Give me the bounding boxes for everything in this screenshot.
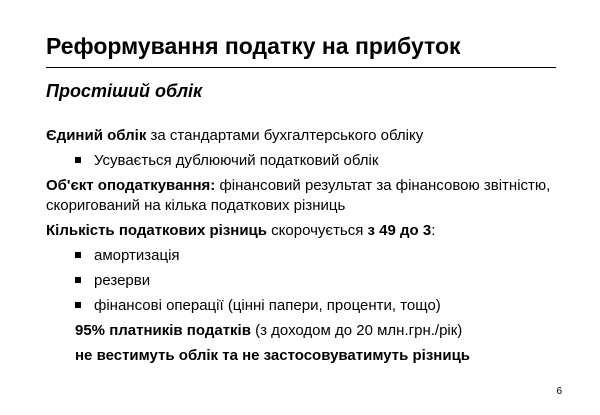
note-text: (з доходом до 20 млн.грн./рік) [250,322,463,339]
square-bullet-icon [75,252,81,258]
page-number: 6 [556,386,562,397]
paragraph-unified-accounting [46,126,566,146]
note-bold: не вестимуть облік та не застосовуватимуть різниць [75,347,471,364]
bullet-text: Усувається дублюючий податковий облік [94,152,379,169]
paragraph-bold-lead: Єдиний облік [46,127,147,144]
bullet-item [46,151,566,171]
title-divider [46,67,556,68]
bullet-item [46,271,566,291]
bullet-list-tax-differences [46,246,566,316]
slide-subtitle: Простіший облік [46,81,203,101]
paragraph-bold-lead: Кількість податкових різниць [46,222,267,239]
square-bullet-icon [75,302,81,308]
bullet-text: резерви [94,272,151,289]
paragraph-bold-lead: Об'єкт оподаткування: [46,177,216,194]
note-bold: 95% платників податків [75,322,251,339]
bullet-item [46,246,566,266]
square-bullet-icon [75,157,81,163]
note-taxpayers [46,321,566,341]
bullet-list-unified-accounting [46,151,566,171]
bullet-item [46,296,566,316]
note-no-accounting [46,346,566,366]
paragraph-text: фінансовий результат за фінансовою звітністю, скоригований на кілька податкових різниць [46,177,551,214]
paragraph-tax-object [46,176,566,216]
slide-content [46,126,566,371]
paragraph-text-end: : [431,222,436,239]
paragraph-bold-range: з 49 до 3 [367,222,432,239]
bullet-text: фінансові операції (цінні папери, проценти, тощо) [94,297,441,314]
paragraph-tax-differences [46,221,566,241]
slide-title: Реформування податку на прибуток [46,33,461,59]
paragraph-text: скорочується [267,222,368,239]
paragraph-text: за стандартами бухгалтерського обліку [146,127,424,144]
bullet-text: амортизація [94,247,180,264]
square-bullet-icon [75,277,81,283]
